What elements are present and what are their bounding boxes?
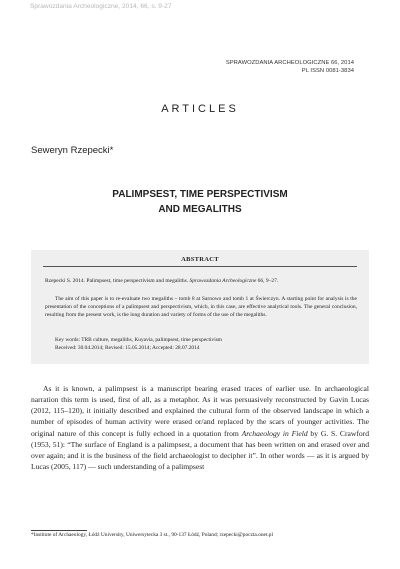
section-heading: ARTICLES <box>161 103 239 115</box>
abstract-divider <box>43 266 357 267</box>
abstract-keywords-block <box>55 337 355 353</box>
footnote: *Institute of Archaeology, Łódź University, Uniwersytecka 3 st., 90-137 Łódź, Poland; rzepecki@poczta.onet.pl <box>31 532 273 538</box>
citation-text: Rzepecki S. 2014. Palimpsest, time perspectivism and megaliths. <box>45 278 190 284</box>
paper-title <box>0 188 400 217</box>
title-line-1: PALIMPSEST, TIME PERSPECTIVISM <box>112 189 288 200</box>
abstract-citation <box>45 278 357 286</box>
abstract-dates: Received: 30.04.2014; Revised: 15.05.2014; Accepted: 28.07.2014 <box>55 344 200 351</box>
journal-issn: PL ISSN 0081-3834 <box>301 68 354 74</box>
journal-header <box>226 59 354 75</box>
citation-journal: Sprawozdania Archeologiczne <box>189 278 257 284</box>
body-text-part-1: As it is known, a palimpsest is a manuscript bearing erased traces of earlier use. In archaeological narration this term is used, first of all, as a metaphor. As it was persuasively reconstructed by Gavin Lucas (2012, 115–120), it initially described and explained the cultural form of the observed landscape in which a number of episodes of human activity were erased or/and replaced by the scars of younger activities. The original nature of this concept is fully echoed in a quotation from <box>31 384 369 438</box>
abstract-body: The aim of this paper is to re-evaluate two megaliths – tomb 8 at Sarnowo and tomb 1 at Świerczyn. A starting point for analysis is the presentation of the conceptions of a palimpsest and perspectivism, which, in this case, are effective analytical tools. The general conclusion, resulting from the present work, is the long duration and variety of forms of the use of the megaliths. <box>45 296 357 319</box>
citation-volume: 66, 9–27. <box>256 278 279 284</box>
body-paragraph <box>31 383 369 472</box>
journal-name: SPRAWOZDANIA ARCHEOLOGICZNE 66, 2014 <box>225 60 354 66</box>
body-text-part-2: by G. S. Crawford (1953, 51): “The surface of England is a palimpsest, a document that has been written on and erased over and over again; and it is the business of the field archaeologist to decipher it”. In other words — as it is argued by Lucas (2005, 117) — such understanding of a palimpsest <box>31 428 369 472</box>
footnote-divider <box>31 530 87 531</box>
title-line-2: AND MEGALITHS <box>158 203 242 215</box>
abstract-keywords: Key words: TRB culture, megaliths, Kuyavia, palimpsest, time perspectivism <box>55 337 222 343</box>
watermark: Sprawozdania Archeologiczne, 2014, 66, s. 9-27 <box>30 3 172 10</box>
abstract-heading: ABSTRACT <box>181 256 219 263</box>
abstract-box <box>31 250 369 364</box>
body-book-title: Archaeology in Field <box>241 428 308 438</box>
author-name: Seweryn Rzepecki* <box>31 145 114 156</box>
